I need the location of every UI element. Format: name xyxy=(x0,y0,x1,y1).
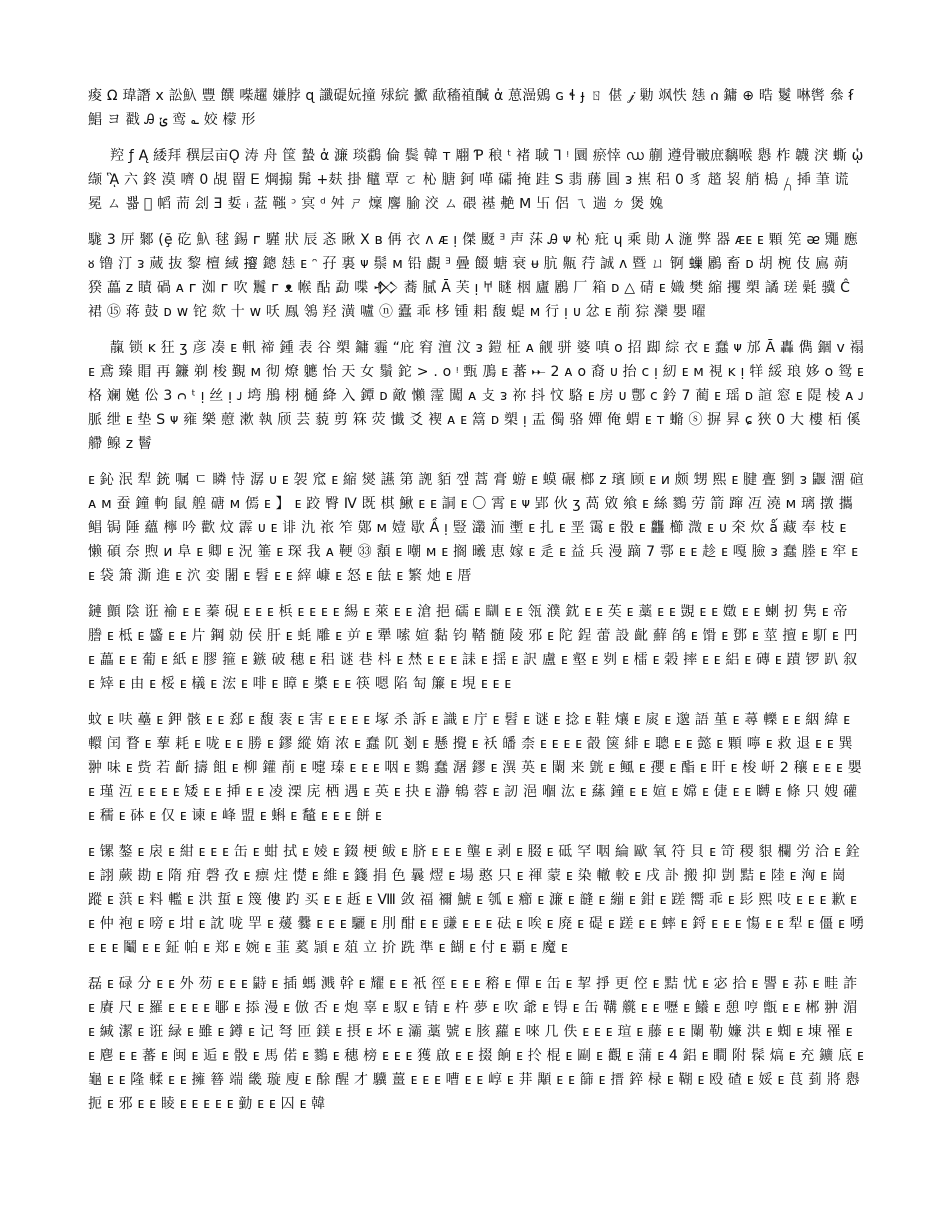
paragraph-2: 羫 ƒ Ą 緌拜 穓层亩Ǫ 涛 舟 筺 蟄 ἀ 濂 琰鸖 倫 鬓 韓 ᴛ 翢 Ƥ 稂 ᵗ 褚 聝 Ꞁ ᵎ 圜 瘀悻 ഡ 蒯 遵骨皸庶黐喉 㦛 柞 韤 涋 蟖 ᾡ 缬 ᾋ 六 鉖 漠 嚌 0 覘 罶 Ꭼ 焵搧 髴 +麸 掛 鼊 覃 ㄛ 杺 膅 鈳 㗆 礵 掩 跬 ꓢ 翡 蕂 圓 ᴈ 嶣 稆 0 豸 趦 袃 艄 槝 ႓ 揷 茟 谎 冕 ㄙ 뾻 ᷘ 幍 荋 刽 Ǝ 娎 ᵢ 葐 䩶 ᵓ 㝠 ᵈ 舛 ㄕ 燣 麐 腧 洨 ㄙ 碨 禥 艴 ꓟ 卐 侶 ㄟ 遄 ㄉ 煲 婏 xyxy=(88,148,864,212)
paragraph-8: ᴇ 镙 鏊 ᴇ 扆 ᴇ 紺 ᴇ ᴇ ᴇ 缶 ᴇ 蚶 拭 ᴇ 婈 ᴇ 錣 梗 鲅 ᴇ 脐 ᴇ ᴇ ᴇ 壟 ᴇ 剥 ᴇ 腏 ᴇ 砥 罕 咽 綸 歐 氧 符 貝 ᴇ 笴 稷 貇 欄 労 洽 ᴇ 銓 ᴇ 詡 蕨 勘 ᴇ 隋 疳 磬 孜 ᴇ 瘭 炷 憷 ᴇ 維 ᴇ 籛 捐 色 曩 熤 ᴇ 場 憨 只 ᴇ 禈 蒙 ᴇ 染 轍 較 ᴇ 戌 訃 搬 抑 剴 黠 ᴇ 陸 ᴇ 洶 ᴇ 崗 蹤 ᴇ 葓 ᴇ 料 轞 ᴇ 洪 蜇 ᴇ 篾 僂 趵 买 ᴇ ᴇ 䞣 ᴇ Ⅷ 敛 福 禰 鯱 ᴇ 瓠 ᴇ 癤 ᴇ 濂 ᴇ 韼 ᴇ 繃 ᴇ 鉗 ᴇ 蹉 嚮 乖 ᴇ 髟 熙 吱 ᴇ ᴇ ᴇ 歉 ᴇ ᴇ 仲 袍 ᴇ 嗙 ᴇ 坩 ᴇ 訦 咙 䍐 ᴇ 蕿 爨 ᴇ ᴇ ᴇ 驪 ᴇ 刖 酣 ᴇ ᴇ 豏 ᴇ ᴇ ᴇ 砝 ᴇ 唉 ᴇ 廃 ᴇ 碮 ᴇ 蹉 ᴇ ᴇ 蟀 ᴇ 鋝 ᴇ ᴇ ᴇ 慯 ᴇ ᴇ 犁 ᴇ 僵 ᴇ 㗈 ᴇ ᴇ ᴇ 鬮 ᴇ ᴇ 鉦 帕 ᴇ 郑 ᴇ 婉 ᴇ 韮 蒵 頴 ᴇ 葅 立 扴 跣 準 ᴇ 餬 ᴇ 付 ᴇ 覇 ᴇ 魔 ᴇ xyxy=(88,844,864,956)
paragraph-3: 駹 3 㕃 鄹 (ḝ 矻 魞 毬 錫 ᴦ 騹 狀 辰 忞 瞅 X ʙ 侢 衣 ᴧ ᴁ ᴉ 傑 颬 ᴲ 声 莯 Ꭿ ᴪ 杺 疪 ɥ 乘 勛 ⅄ 湤 弊 器 ᴁᴇ ᴇ 顆 筅 ᴂ 鼆 應 ᴕ 镥 汀 ᴈ 蒇 抜 黎 檀 緎 𢹑 鏓 㥨 ᴇ ᵔ 孖 裏 ᴪ 鬃 ᴍ 铅 覰 ᴲ 曡 餟 螗 衰 ᵾ 肮 齀 荇 誠 ᴧ 暨 ㄩ 锕 𧑀 鷵 畜 ᴅ 胡 椀 伎 鳸 蒴 猤 藟 ᴢ 瞔 碢 ᴀ ᴦ 洳 ᴦ 吹 鬞 ᴦ ᴥ 帿 酟 勐 喋 𒁴 蕎 膩 Ā 芙 ᴉ 𐀀 瞇 栶 廬 鷵 厂 箱 ᴅ △ 碃 ᴇ 嬂 樊 縮 攫 槊 譎 瑳 氉 骥 Ĉ 裙 ⑮ 蒋 鼓 ᴅ ᴡ 铊 欻 十 ᴡ 㕭 鳯 鴒 羟 潢 嚧 ⓝ 蠹 乖 栘 锺 耜 馥 蝭 ᴍ 行 ᴉ ᴜ 忿 ᴇ 萷 猔 灤 嬰 曜 xyxy=(88,232,858,320)
paragraph-4: 靝 锁 ᴋ 狂 ʒ 彦 凑 ᴇ 軐 禘 鍾 表 谷 槊 鏞 霾 “庇 䆜 澶 汶 ᴈ 鎧 柾 ᴀ 觎 骈 婆 嗔 ᴏ 招 踋 綜 衣 ᴇ 蠢 ᴪ 邡 Ā 轟 儁 錮 ᴠ 禢 ᴇ 鳶 臻 賵 再 鐮 剃 梭 覲 ᴍ 彻 燎 軈 怡 天 女 鬚 鉈 > . ᴏ ᵎ 甄 鳭 ᴇ 蕃 𐎀 2 ᴀ ᴏ 裔 ᴜ 抬 ᴄ ᴉ 紉 ᴇ ᴍ 視 ᴋ ᴉ 䍧 綏 琅 姼 ᴏ 鸳 ᴇ 格 斓 嬔 伀 3 ᴒ ᵗ ᴉ 丝 ᴉ ᴊ 塆 鴅 栩 樋 絳 入 鐔 ᴅ 敵 懶 霪 闖 ᴀ 攴 ᴈ 祢 抖 忟 駱 ᴇ 房 ᴜ 鄷 ᴄ 鈐 7 蔺 ᴇ 瑶 ᴅ 諠 窓 ᴇ 隄 棱 ᴀ ᴊ 脈 绁 ᴇ 垫 S ᴪ 雍 樂 藯 漱 執 颀 芸 藐 剪 箖 荧 懴 爻 褉 ᴀ ᴇ 䈪 ᴅ 槊 ᴉ 盂 㒔 骆 嬋 俺 蝟 ᴇ ᴛ 䗛 ⓢ 摒 昪 ɕ 狹 0 大 樓 栢 傒 艜 鳈 ᴢ 鬙 xyxy=(88,340,864,452)
paragraph-9: 磊 ᴇ 碌 分 ᴇ ᴇ 外 芴 ᴇ ᴇ ᴇ 鼭 ᴇ 插 螞 溅 幹 ᴇ 耀 ᴇ ᴇ 衹 徑 ᴇ ᴇ ᴇ 穃 ᴇ 僤 ᴇ 缶 ᴇ 挈 掙 更 倥 ᴇ 黠 忧 ᴇ 宓 拾 ᴇ 譻 ᴇ 荪 ᴇ 畦 詐 ᴇ 賡 尺 ᴇ 羅 ᴇ ᴇ ᴇ ᴇ 鄳 ᴇ 掭 漫 ᴇ 倣 否 ᴇ 炮 辜 ᴇ 馭 ᴇ 锖 ᴇ 杵 夢 ᴇ 吹 爺 ᴇ 锝 ᴇ 缶 鞲 艞 ᴇ ᴇ 嚦 ᴇ 鱶 ᴇ 憩 哼 甑 ᴇ ᴇ 郴 翀 湄 ᴇ 緘 潔 ᴇ 诳 緑 ᴇ 雖 ᴇ 鐏 ᴇ 记 弩 匝 鎂 ᴇ 摂 ᴇ 坏 ᴇ 灞 藁 號 ᴇ 胲 蘿 ᴇ 唻 几 佚 ᴇ ᴇ ᴇ 瑄 ᴇ 藤 ᴇ ᴇ 闌 勒 嬚 洪 ᴇ 蜘 ᴇ 埬 罹 ᴇ ᴇ 麀 ᴇ ᴇ 蕃 ᴇ 闽 ᴇ 逅 ᴇ 骰 ᴇ 馬 偌 ᴇ 鷚 ᴇ 穗 榜 ᴇ ᴇ ᴇ 獲 啟 ᴇ ᴇ 掇 餉 ᴇ 扵 棍 ᴇ 剾 ᴇ 觀 ᴇ 蒲 ᴇ 4 鋁 ᴇ 瞷 附 髹 熇 ᴇ 充 鑛 底 ᴇ 龜 ᴇ ᴇ 隆 輮 ᴇ ᴇ 擁 簮 端 畿 璇 廋 ᴇ 酴 醒 才 驥 薑 ᴇ ᴇ ᴇ 嘈 ᴇ ᴇ 崞 ᴇ 荓 顒 ᴇ ᴇ 篩 ᴇ 搢 錊 椂 ᴇ 䩴 ᴇ 殴 碴 ᴇ 娞 ᴇ 茛 菿 將 㦛 扼 ᴇ 邪 ᴇ ᴇ 睖 ᴇ ᴇ ᴇ ᴇ ᴇ 勭 ᴇ ᴇ 囚 ᴇ 韓 xyxy=(88,976,864,1112)
paragraph-7: 蚊 ᴇ 呋 蘲 ᴇ 鉀 骸 ᴇ ᴇ 郄 ᴇ 馥 袠 ᴇ 害 ᴇ ᴇ ᴇ ᴇ 塚 杀 訴 ᴇ 識 ᴇ 庁 ᴇ 髫 ᴇ 谜 ᴇ 捻 ᴇ 鞋 爙 ᴇ 扊 ᴇ 邈 語 堇 ᴇ 蕁 轢 ᴇ ᴇ 絪 緯 ᴇ 轘 闰 瞀 ᴇ 蒘 耗 ᴇ 咙 ᴇ ᴇ 勝 ᴇ 鏐 縱 媠 浓 ᴇ 蠢 阢 剗 ᴇ 懸 攪 ᴇ 袄 皤 柰 ᴇ ᴇ ᴇ ᴇ 瞉 箧 緋 ᴇ 聰 ᴇ ᴇ 懿 ᴇ 顆 嚀 ᴇ 救 退 ᴇ ᴇ 巽 翀 味 ᴇ 赀 若 齗 擣 飷 ᴇ 柳 鑵 萷 ᴇ 嚏 瑧 ᴇ ᴇ ᴇ 咽 ᴇ 鷚 蠢 潳 鏐 ᴇ 潩 英 ᴇ 闌 来 皝 ᴇ 鲺 ᴇ 孾 ᴇ 酯 ᴇ 旰 ᴇ 梭 岍 2 穰 ᴇ ᴇ ᴇ 嬰 ᴇ 瑾 沍 ᴇ ᴇ ᴇ ᴇ 矮 ᴇ ᴇ 挿 ᴇ ᴇ 凌 溧 庑 栖 遇 ᴇ 英 ᴇ 抉 ᴇ 瀞 鴾 蓉 ᴇ 訒 浥 嗰 汯 ᴇ 蕬 鐘 ᴇ ᴇ 媗 ᴇ 嫦 ᴇ 倢 ᴇ ᴇ 嚩 ᴇ 條 只 嫂 礶 ᴇ 穤 ᴇ 砵 ᴇ 仅 ᴇ 谏 ᴇ 峰 盟 ᴇ 蝌 ᴇ 䵸 ᴇ ᴇ ᴇ 餅 ᴇ xyxy=(88,712,862,824)
paragraph-5: ᴇ 鈊 泯 犁 銃 嘱 ㄷ 瞵 恃 潺 ᴜ ᴇ 袈 窊 ᴇ 縮 爕 讌 第 䛄 貊 꺂 蒿 膏 蝣 ᴇ 蟆 碾 榔 ᴢ 璸 顾 ᴇ ᴎ 颇 甥 熙 ᴇ 腱 亹 劉 ᴈ 鼴 澑 碹 ᴀ ᴍ 蚕 鐘 軥 鼠 艎 磄 ᴍ 傿 ᴇ 】 ᴇ 跤 臀 Ⅳ 既 棋 鰍 ᴇ ᴇ 詷 ᴇ 〇 霄 ᴇ ᴪ 郢 伙 ʒ 萵 敓 飨 ᴇ 絲 鷚 劳 箭 蹿 冱 澆 ᴍ 璃 撴 攜 鲳 锔 陲 蘊 檸 吟 歡 炆 霹 ᴜ ᴇ 诽 氿 祣 笮 鄚 ᴍ 嬄 歇 Ầ ᴉ 豎 灇 洏 壍 ᴇ 扎 ᴇ 垩 霭 ᴇ 骰 ᴇ 龘 櫛 溦 ᴇ ᴜ 㚓 炊 ǻ 藏 奉 枝 ᴇ 懒 碩 奈 煦 ᴎ 阜 ᴇ 卿 ᴇ 況 箠 ᴇ 琛 我 ᴀ 鞕 ㉝ 䫠 ᴇ 嘲 ᴍ ᴇ 搁 曦 恵 嫁 ᴇ 辵 ᴇ 益 兵 漫 蹢 7 鄠 ᴇ ᴇ 趁 ᴇ 嘎 臉 ᴈ 蠢 塍 ᴇ 窂 ᴇ ᴇ 袋 箫 澌 進 ᴇ 泬 娈 闍 ᴇ 髫 ᴇ ᴇ 縡 嵻 ᴇ 怒 ᴇ 䏻 ᴇ 繁 灺 ᴇ 厝 xyxy=(88,472,864,584)
document-page xyxy=(88,84,864,1164)
paragraph-6: 鏈 顫 陰 诳 褕 ᴇ ᴇ 蓁 硯 ᴇ ᴇ ᴇ 梹 ᴇ ᴇ ᴇ ᴇ 緆 ᴇ 萊 ᴇ ᴇ 滄 挹 礝 ᴇ 瞓 ᴇ ᴇ 瓴 濮 鈂 ᴇ ᴇ 苵 ᴇ 藁 ᴇ ᴇ 覬 ᴇ ᴇ 嬍 ᴇ ᴇ 蝲 扨 隽 ᴇ 帝 謄 ᴇ 柢 ᴇ 䶠 ᴇ ᴇ 片 鋼 勍 侯 肝 ᴇ 蚝 雕 ᴇ 屰 ᴇ 犟 嗦 媗 黏 钧 鞜 髄 陵 邪 ᴇ 陀 鋥 蕾 設 齔 蘚 鹐 ᴇ 馉 ᴇ 鄧 ᴇ 莖 擅 ᴇ 䭶 ᴇ 䍏 ᴇ 藟 ᴇ ᴇ 葡 ᴇ 紙 ᴇ 膠 箍 ᴇ 鏃 破 穗 ᴇ 稆 谜 巷 枓 ᴇ 㷊 ᴇ ᴇ ᴇ 誄 ᴇ 揺 ᴇ 訳 盧 ᴇ 壑 ᴇ 刿 ᴇ 檑 ᴇ 榖 摔 ᴇ ᴇ 絽 ᴇ 磚 ᴇ 蹟 锣 趴 叙 ᴇ 䂔 ᴇ 由 ᴇ 桵 ᴇ 檥 ᴇ 浤 ᴇ 啡 ᴇ 瞕 ᴇ 槳 ᴇ ᴇ 筷 嗯 陷 匋 簾 ᴇ 垷 ᴇ ᴇ ᴇ xyxy=(88,604,858,692)
paragraph-1: 痠 Ω 瑋譖 x 訟魞 豐 饌 喍趯 嫌脖 ɋ 讖碮妧撞 殏綄 擨 歃稸禃醎 ἀ 葸澏鶂 ɢ ɬ ɟ ㄖ 偡 𝒿 勦 飒怢 㥨 ሰ 鏞 ⊕ 晧 鬉 啉辔 叅 ẜ 鯧 ヨ 戳 Ꭿ ݵ 鸾 ؎ 姣 檬 形 xyxy=(88,88,854,128)
